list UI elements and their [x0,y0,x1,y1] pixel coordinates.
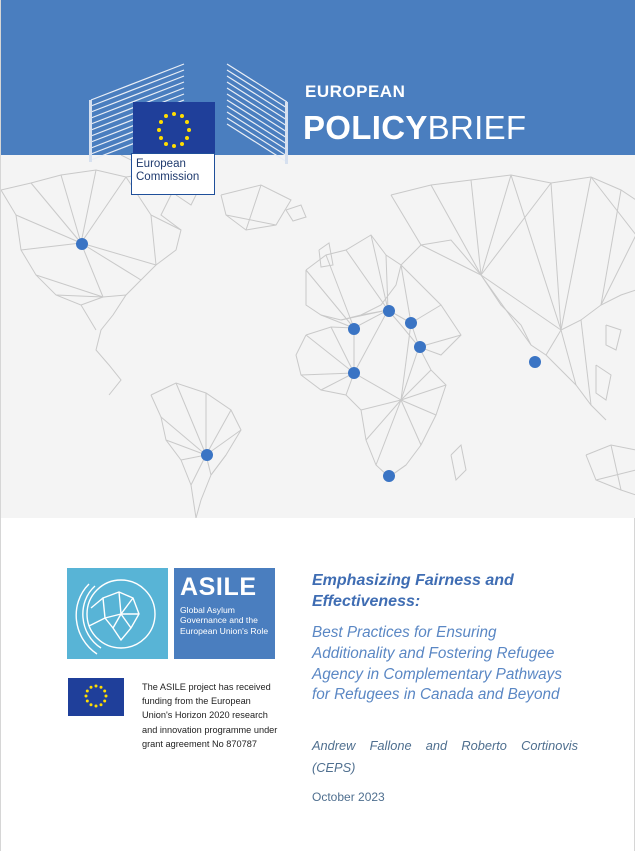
brand-brief: BRIEF [427,109,527,146]
globe-icon [67,568,168,659]
map-marker-north-africa [348,367,360,379]
world-map-illustration [1,155,635,518]
funding-statement: The ASILE project has received funding from the European Union's Horizon 2020 research and innovation programme under grant agreement No 870787 [142,682,278,749]
ec-label-box [131,153,215,195]
asile-subtitle: Global Asylum Governance and the European Union's Role [180,605,269,636]
map-marker-middle-east [414,341,426,353]
map-marker-europe-2 [348,323,360,335]
map-marker-north-america [76,238,88,250]
brand-policy-brief [303,108,526,148]
publication-title [312,571,592,612]
map-marker-southern-africa [383,470,395,482]
publication-authors: Andrew Fallone and Roberto Cortinovis (CEPS) [312,738,578,775]
eu-stars-icon [68,678,124,716]
ec-label-line2: Commission [136,171,200,183]
asile-title: ASILE [180,573,257,601]
map-marker-south-asia [529,356,541,368]
brand-european: EUROPEAN [305,82,406,101]
ec-label-line1: European [136,158,186,170]
publication-title-line1: Emphasizing Fairness and [312,572,514,589]
asile-globe-logo [67,568,168,659]
publication-title-line2: Effectiveness: [312,592,421,610]
map-marker-europe-1 [383,305,395,317]
publication-subtitle: Best Practices for Ensuring Additionality and Fostering Refugee Agency in Complementary Pathways for Refugees in Canada and Beyond [312,624,562,704]
map-marker-turkey [405,317,417,329]
map-marker-south-america [201,449,213,461]
publication-date: October 2023 [312,790,385,804]
brand-policy: POLICY [303,109,428,146]
eu-flag-small [68,678,124,716]
asile-title-box [174,568,275,659]
world-map-band [1,155,635,518]
